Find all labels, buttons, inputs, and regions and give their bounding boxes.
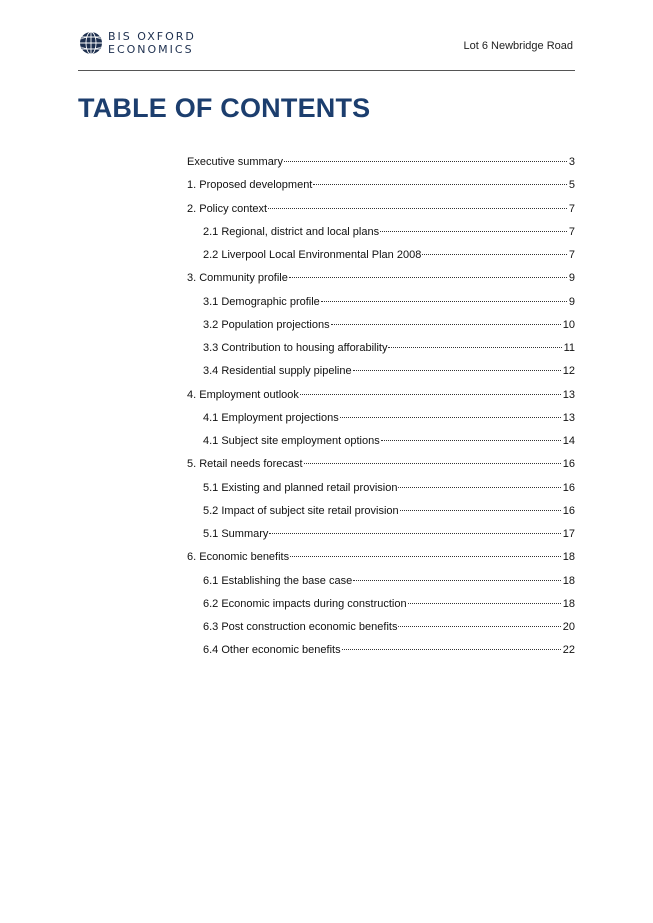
toc-entry[interactable] [187, 342, 575, 365]
toc-entry[interactable] [187, 249, 575, 272]
toc-entry-label: 4. Employment outlook [187, 388, 299, 401]
toc-entry[interactable] [187, 389, 575, 412]
toc-entry[interactable] [187, 528, 575, 551]
toc-dot-leader [321, 301, 567, 302]
toc-entry-label: 3. Community profile [187, 272, 288, 285]
toc-entry-page-number: 10 [562, 318, 575, 331]
toc-entry-page-number: 7 [568, 225, 575, 238]
table-of-contents [187, 156, 575, 668]
toc-entry-page-number: 20 [562, 621, 575, 633]
toc-entry-page-number: 7 [568, 202, 575, 215]
toc-dot-leader [289, 277, 567, 278]
toc-dot-leader [284, 161, 567, 162]
toc-entry-label: 1. Proposed development [187, 179, 313, 192]
toc-dot-leader [290, 556, 561, 557]
toc-entry-page-number: 3 [568, 156, 575, 168]
toc-dot-leader [269, 533, 560, 534]
bis-oxford-economics-logo [78, 30, 208, 60]
toc-entry[interactable] [187, 203, 575, 226]
toc-entry[interactable] [187, 365, 575, 388]
toc-entry-label: 3.3 Contribution to housing afforability [203, 342, 388, 354]
toc-entry[interactable] [187, 412, 575, 435]
toc-dot-leader [353, 580, 561, 581]
toc-dot-leader [422, 254, 567, 255]
toc-entry[interactable] [187, 551, 575, 574]
toc-dot-leader [300, 394, 561, 395]
toc-entry[interactable] [187, 482, 575, 505]
toc-entry-page-number: 18 [562, 574, 575, 587]
toc-entry[interactable] [187, 179, 575, 202]
toc-entry-label: 6.4 Other economic benefits [203, 644, 341, 657]
toc-entry[interactable] [187, 226, 575, 249]
logo-text-line2: ECONOMICS [108, 43, 194, 56]
toc-entry[interactable] [187, 598, 575, 621]
toc-entry-page-number: 16 [562, 504, 575, 517]
toc-dot-leader [313, 184, 567, 185]
toc-dot-leader [400, 510, 561, 511]
toc-entry-page-number: 5 [568, 179, 575, 192]
logo-text-line1: BIS OXFORD [108, 30, 196, 43]
toc-entry-label: 5.1 Existing and planned retail provision [203, 481, 398, 494]
toc-entry-label: 5.2 Impact of subject site retail provision [203, 504, 399, 517]
toc-dot-leader [331, 324, 561, 325]
toc-entry-page-number: 13 [562, 411, 575, 424]
toc-entry-label: 3.4 Residential supply pipeline [203, 365, 352, 378]
toc-dot-leader [268, 208, 567, 209]
toc-dot-leader [388, 347, 561, 348]
toc-dot-leader [304, 463, 561, 464]
toc-dot-leader [342, 649, 561, 650]
toc-entry-page-number: 12 [562, 365, 575, 378]
toc-entry[interactable] [187, 505, 575, 528]
toc-entry[interactable] [187, 296, 575, 319]
toc-entry-label: 6.2 Economic impacts during construction [203, 597, 407, 610]
toc-entry[interactable] [187, 458, 575, 481]
toc-entry-label: 3.1 Demographic profile [203, 295, 320, 308]
toc-entry[interactable] [187, 575, 575, 598]
toc-dot-leader [408, 603, 561, 604]
toc-entry[interactable] [187, 272, 575, 295]
toc-entry-label: 2.1 Regional, district and local plans [203, 225, 380, 238]
toc-entry-label: 4.1 Subject site employment options [203, 435, 380, 447]
page-header [78, 26, 575, 71]
toc-entry-label: 3.2 Population projections [203, 318, 330, 331]
toc-entry[interactable] [187, 319, 575, 342]
toc-dot-leader [398, 487, 560, 488]
toc-entry-page-number: 9 [568, 295, 575, 308]
toc-entry-label: 6.3 Post construction economic benefits [203, 621, 398, 633]
toc-dot-leader [398, 626, 560, 627]
toc-entry-page-number: 14 [562, 435, 575, 447]
toc-entry-page-number: 18 [562, 597, 575, 610]
toc-entry-label: 6.1 Establishing the base case [203, 574, 353, 587]
toc-entry-label: 5. Retail needs forecast [187, 458, 303, 471]
toc-entry-page-number: 11 [563, 342, 575, 354]
toc-entry-page-number: 18 [562, 551, 575, 564]
toc-entry-page-number: 9 [568, 272, 575, 285]
toc-entry[interactable] [187, 621, 575, 644]
toc-entry-label: 2.2 Liverpool Local Environmental Plan 2008 [203, 249, 422, 261]
toc-entry-page-number: 13 [562, 388, 575, 401]
toc-entry-label: Executive summary [187, 156, 283, 168]
toc-entry-label: 2. Policy context [187, 202, 268, 215]
toc-entry-page-number: 16 [562, 458, 575, 471]
toc-dot-leader [340, 417, 561, 418]
toc-entry-label: 4.1 Employment projections [203, 411, 339, 424]
toc-dot-leader [381, 440, 561, 441]
toc-entry-label: 6. Economic benefits [187, 551, 290, 564]
header-document-title: Lot 6 Newbridge Road [463, 40, 573, 52]
toc-entry-page-number: 17 [562, 528, 575, 540]
toc-entry[interactable] [187, 435, 575, 458]
toc-entry-label: 5.1 Summary [203, 528, 269, 540]
toc-dot-leader [353, 370, 561, 371]
page-title: TABLE OF CONTENTS [78, 93, 371, 123]
toc-entry-page-number: 7 [568, 249, 575, 261]
globe-icon [78, 30, 104, 56]
toc-entry[interactable] [187, 156, 575, 179]
toc-entry-page-number: 16 [562, 481, 575, 494]
toc-entry-page-number: 22 [562, 644, 575, 657]
toc-dot-leader [380, 231, 567, 232]
toc-entry[interactable] [187, 644, 575, 667]
